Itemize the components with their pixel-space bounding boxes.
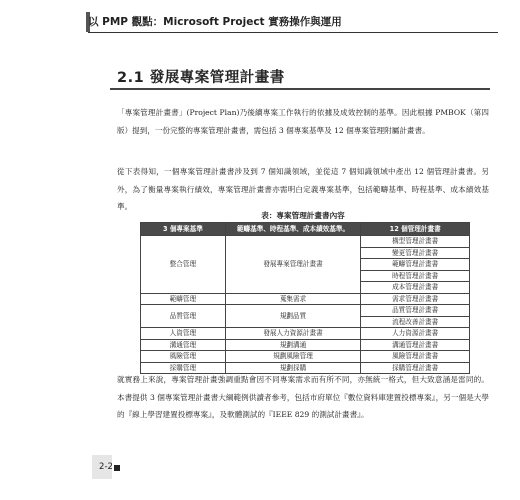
- table-header-row: [141, 223, 470, 236]
- plan-content-table: [140, 222, 470, 374]
- process-cell: 規劃採購: [225, 362, 361, 374]
- knowledge-area-cell: 採購管理: [141, 362, 226, 374]
- running-header: 以 PMP 觀點：Microsoft Project 實務操作與運用: [88, 12, 498, 33]
- paragraph-table-intro: 從下表得知，一個專案管理計畫書涉及到 7 個知識領域，並從這 7 個知識領域中產出 12 個管理計畫書。另外，為了衡量專案執行績效，專案管理計畫書亦需明白定義專案基準，包括範疇基準、時程基準、成本績效基準。: [117, 167, 489, 211]
- process-cell: 蒐集需求: [225, 293, 361, 305]
- plan-cell: 時程管理計畫書: [361, 270, 470, 282]
- table-header-cell: 12 個管理計畫書: [361, 223, 470, 236]
- plan-cell: 構型管理計畫書: [361, 236, 470, 248]
- process-cell: 規劃溝通: [225, 339, 361, 351]
- table-row: [141, 293, 470, 305]
- process-cell: 發展人力資源計畫書: [225, 328, 361, 340]
- plan-cell: 變更管理計畫書: [361, 247, 470, 259]
- plan-cell: 風險管理計畫書: [361, 351, 470, 363]
- table-row: [141, 351, 470, 363]
- process-cell: 發展專案管理計畫書: [225, 236, 361, 294]
- plan-cell: 採購管理計畫書: [361, 362, 470, 374]
- page-number: 2-2: [99, 462, 113, 472]
- process-cell: 規劃品質: [225, 305, 361, 328]
- table-row: [141, 236, 470, 248]
- paragraph-practice: 就實務上來說，專案管理計畫強調重點會因不同專案需求而有所不同，亦無統一格式，但大致意涵是雷同的。本書提供 3 個專案管理計畫書大綱範例供讀者參考，包括市府單位『數位資料庫建置投標專案』，另一個是大學的『線上學習建置投標專案』，及軟體測試的『IEEE 829 的測試計畫書』。: [117, 375, 489, 419]
- page-number-marker: [114, 465, 120, 471]
- plan-cell: 品質管理計畫書: [361, 305, 470, 317]
- plan-cell: 溝通管理計畫書: [361, 339, 470, 351]
- table-caption: 表：專案管理計畫書內容: [261, 211, 345, 220]
- knowledge-area-cell: 整合管理: [141, 236, 226, 294]
- plan-cell: 人力資源計畫書: [361, 328, 470, 340]
- plan-cell: 範疇管理計畫書: [361, 259, 470, 271]
- section-title: 2.1 發展專案管理計畫書: [117, 70, 285, 86]
- table-row: [141, 339, 470, 351]
- section-divider: [110, 88, 490, 90]
- table-row: [141, 305, 470, 317]
- plan-cell: 成本管理計畫書: [361, 282, 470, 294]
- paragraph-intro: 「專案管理計畫書」(Project Plan)乃後續專案工作執行的依據及成效控制的基準。因此根據 PMBOK（第四版）提到，一份完整的專案管理計畫書，需包括 3 個專案基準及 12 個專案管理附屬計畫書。: [117, 108, 489, 135]
- knowledge-area-cell: 人資管理: [141, 328, 226, 340]
- knowledge-area-cell: 溝通管理: [141, 339, 226, 351]
- table-row: [141, 328, 470, 340]
- table-header-cell: 範疇基準、時程基準、成本績效基準。: [225, 223, 361, 236]
- knowledge-area-cell: 品質管理: [141, 305, 226, 328]
- plan-cell: 需求管理計畫書: [361, 293, 470, 305]
- knowledge-area-cell: 範疇管理: [141, 293, 226, 305]
- table-header-cell: 3 個專案基準: [141, 223, 226, 236]
- process-cell: 規劃風險管理: [225, 351, 361, 363]
- plan-cell: 流程改善計畫書: [361, 316, 470, 328]
- knowledge-area-cell: 風險管理: [141, 351, 226, 363]
